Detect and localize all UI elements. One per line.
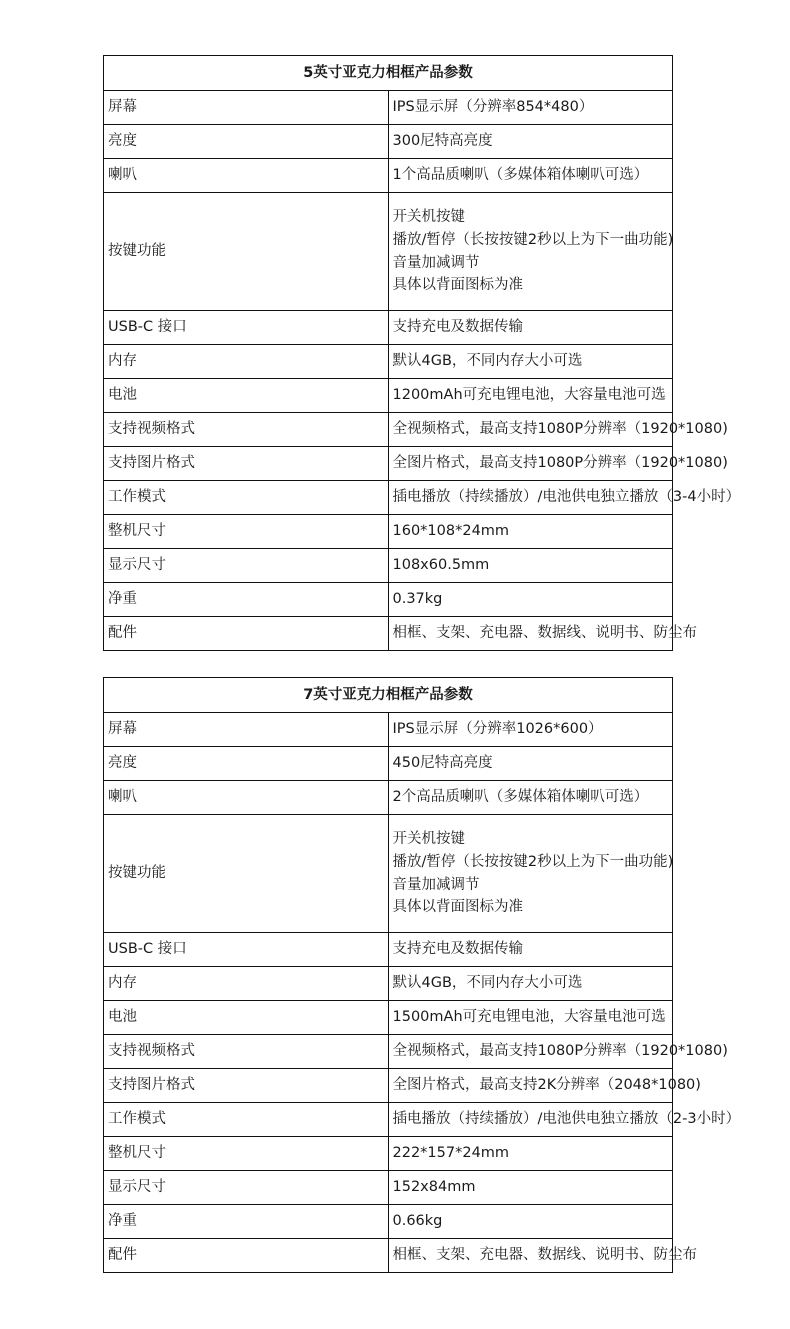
- row-value: 300尼特高亮度: [388, 125, 673, 159]
- table-title-row: [104, 56, 673, 91]
- row-value-multiline: [388, 815, 673, 933]
- value-line: 音量加减调节: [392, 254, 480, 271]
- row-label: 支持视频格式: [104, 413, 389, 447]
- table-row: [104, 1205, 673, 1239]
- row-label: 内存: [104, 345, 389, 379]
- table-row: [104, 413, 673, 447]
- row-value: 插电播放（持续播放）/电池供电独立播放（3-4小时）: [388, 481, 673, 515]
- row-label: 内存: [104, 967, 389, 1001]
- row-value: 1200mAh可充电锂电池，大容量电池可选: [388, 379, 673, 413]
- row-value: 默认4GB，不同内存大小可选: [388, 967, 673, 1001]
- table-row: [104, 193, 673, 311]
- row-label: 显示尺寸: [104, 1171, 389, 1205]
- row-value: 152x84mm: [388, 1171, 673, 1205]
- row-label: 按键功能: [104, 193, 389, 311]
- row-value: 0.37kg: [388, 583, 673, 617]
- table-row: [104, 447, 673, 481]
- table-row: [104, 1069, 673, 1103]
- row-value: 108x60.5mm: [388, 549, 673, 583]
- row-value: IPS显示屏（分辨率1026*600）: [388, 713, 673, 747]
- table-row: [104, 1035, 673, 1069]
- row-value: 插电播放（持续播放）/电池供电独立播放（2-3小时）: [388, 1103, 673, 1137]
- row-value: 1500mAh可充电锂电池，大容量电池可选: [388, 1001, 673, 1035]
- row-value: 1个高品质喇叭（多媒体箱体喇叭可选）: [388, 159, 673, 193]
- table-row: [104, 1137, 673, 1171]
- row-value: 相框、支架、充电器、数据线、说明书、防尘布: [388, 617, 673, 651]
- row-label: 工作模式: [104, 1103, 389, 1137]
- table-row: [104, 815, 673, 933]
- row-label: 净重: [104, 583, 389, 617]
- row-value: 全视频格式，最高支持1080P分辨率（1920*1080): [388, 1035, 673, 1069]
- table-row: [104, 1171, 673, 1205]
- table-row: [104, 159, 673, 193]
- row-label: 电池: [104, 1001, 389, 1035]
- value-line: 具体以背面图标为准: [392, 277, 523, 294]
- row-label: 喇叭: [104, 781, 389, 815]
- row-value: 160*108*24mm: [388, 515, 673, 549]
- spec-table-5inch: [103, 55, 741, 651]
- table-row: [104, 967, 673, 1001]
- row-label: 显示尺寸: [104, 549, 389, 583]
- row-value-multiline: [388, 193, 673, 311]
- row-label: 屏幕: [104, 91, 389, 125]
- table-row: [104, 617, 673, 651]
- row-value: 全视频格式，最高支持1080P分辨率（1920*1080): [388, 413, 673, 447]
- table-row: [104, 481, 673, 515]
- row-label: 亮度: [104, 125, 389, 159]
- row-label: 支持图片格式: [104, 1069, 389, 1103]
- value-line: 具体以背面图标为准: [392, 899, 523, 916]
- row-label: 净重: [104, 1205, 389, 1239]
- row-label: 支持图片格式: [104, 447, 389, 481]
- table-row: [104, 747, 673, 781]
- table-row: [104, 1239, 673, 1273]
- value-line: 开关机按键: [392, 831, 465, 848]
- row-label: 喇叭: [104, 159, 389, 193]
- value-line: 音量加减调节: [392, 876, 480, 893]
- table-row: [104, 91, 673, 125]
- row-label: 工作模式: [104, 481, 389, 515]
- value-line: 开关机按键: [392, 209, 465, 226]
- table-row: [104, 1001, 673, 1035]
- row-label: 电池: [104, 379, 389, 413]
- table-row: [104, 583, 673, 617]
- table-title: 5英寸亚克力相框产品参数: [104, 56, 673, 91]
- row-label: USB-C 接口: [104, 933, 389, 967]
- row-value: 默认4GB，不同内存大小可选: [388, 345, 673, 379]
- row-label: 配件: [104, 1239, 389, 1273]
- table-row: [104, 345, 673, 379]
- table-title-row: [104, 678, 673, 713]
- table-row: [104, 311, 673, 345]
- row-value: 0.66kg: [388, 1205, 673, 1239]
- row-label: 整机尺寸: [104, 515, 389, 549]
- row-label: 按键功能: [104, 815, 389, 933]
- row-value: 450尼特高亮度: [388, 747, 673, 781]
- value-line: 播放/暂停（长按按键2秒以上为下一曲功能): [392, 231, 674, 248]
- row-value: IPS显示屏（分辨率854*480）: [388, 91, 673, 125]
- table-row: [104, 379, 673, 413]
- row-label: 亮度: [104, 747, 389, 781]
- table-row: [104, 781, 673, 815]
- spec-table-7inch: [103, 677, 741, 1273]
- row-label: 支持视频格式: [104, 1035, 389, 1069]
- table-row: [104, 515, 673, 549]
- row-label: 整机尺寸: [104, 1137, 389, 1171]
- row-label: 配件: [104, 617, 389, 651]
- row-value: 222*157*24mm: [388, 1137, 673, 1171]
- table-row: [104, 125, 673, 159]
- table-row: [104, 549, 673, 583]
- table-title: 7英寸亚克力相框产品参数: [104, 678, 673, 713]
- value-line: 播放/暂停（长按按键2秒以上为下一曲功能): [392, 853, 674, 870]
- row-value: 全图片格式，最高支持2K分辨率（2048*1080): [388, 1069, 673, 1103]
- row-label: 屏幕: [104, 713, 389, 747]
- row-value: 支持充电及数据传输: [388, 933, 673, 967]
- row-label: USB-C 接口: [104, 311, 389, 345]
- row-value: 2个高品质喇叭（多媒体箱体喇叭可选）: [388, 781, 673, 815]
- table-row: [104, 933, 673, 967]
- row-value: 全图片格式，最高支持1080P分辨率（1920*1080): [388, 447, 673, 481]
- table-row: [104, 1103, 673, 1137]
- row-value: 支持充电及数据传输: [388, 311, 673, 345]
- table-row: [104, 713, 673, 747]
- row-value: 相框、支架、充电器、数据线、说明书、防尘布: [388, 1239, 673, 1273]
